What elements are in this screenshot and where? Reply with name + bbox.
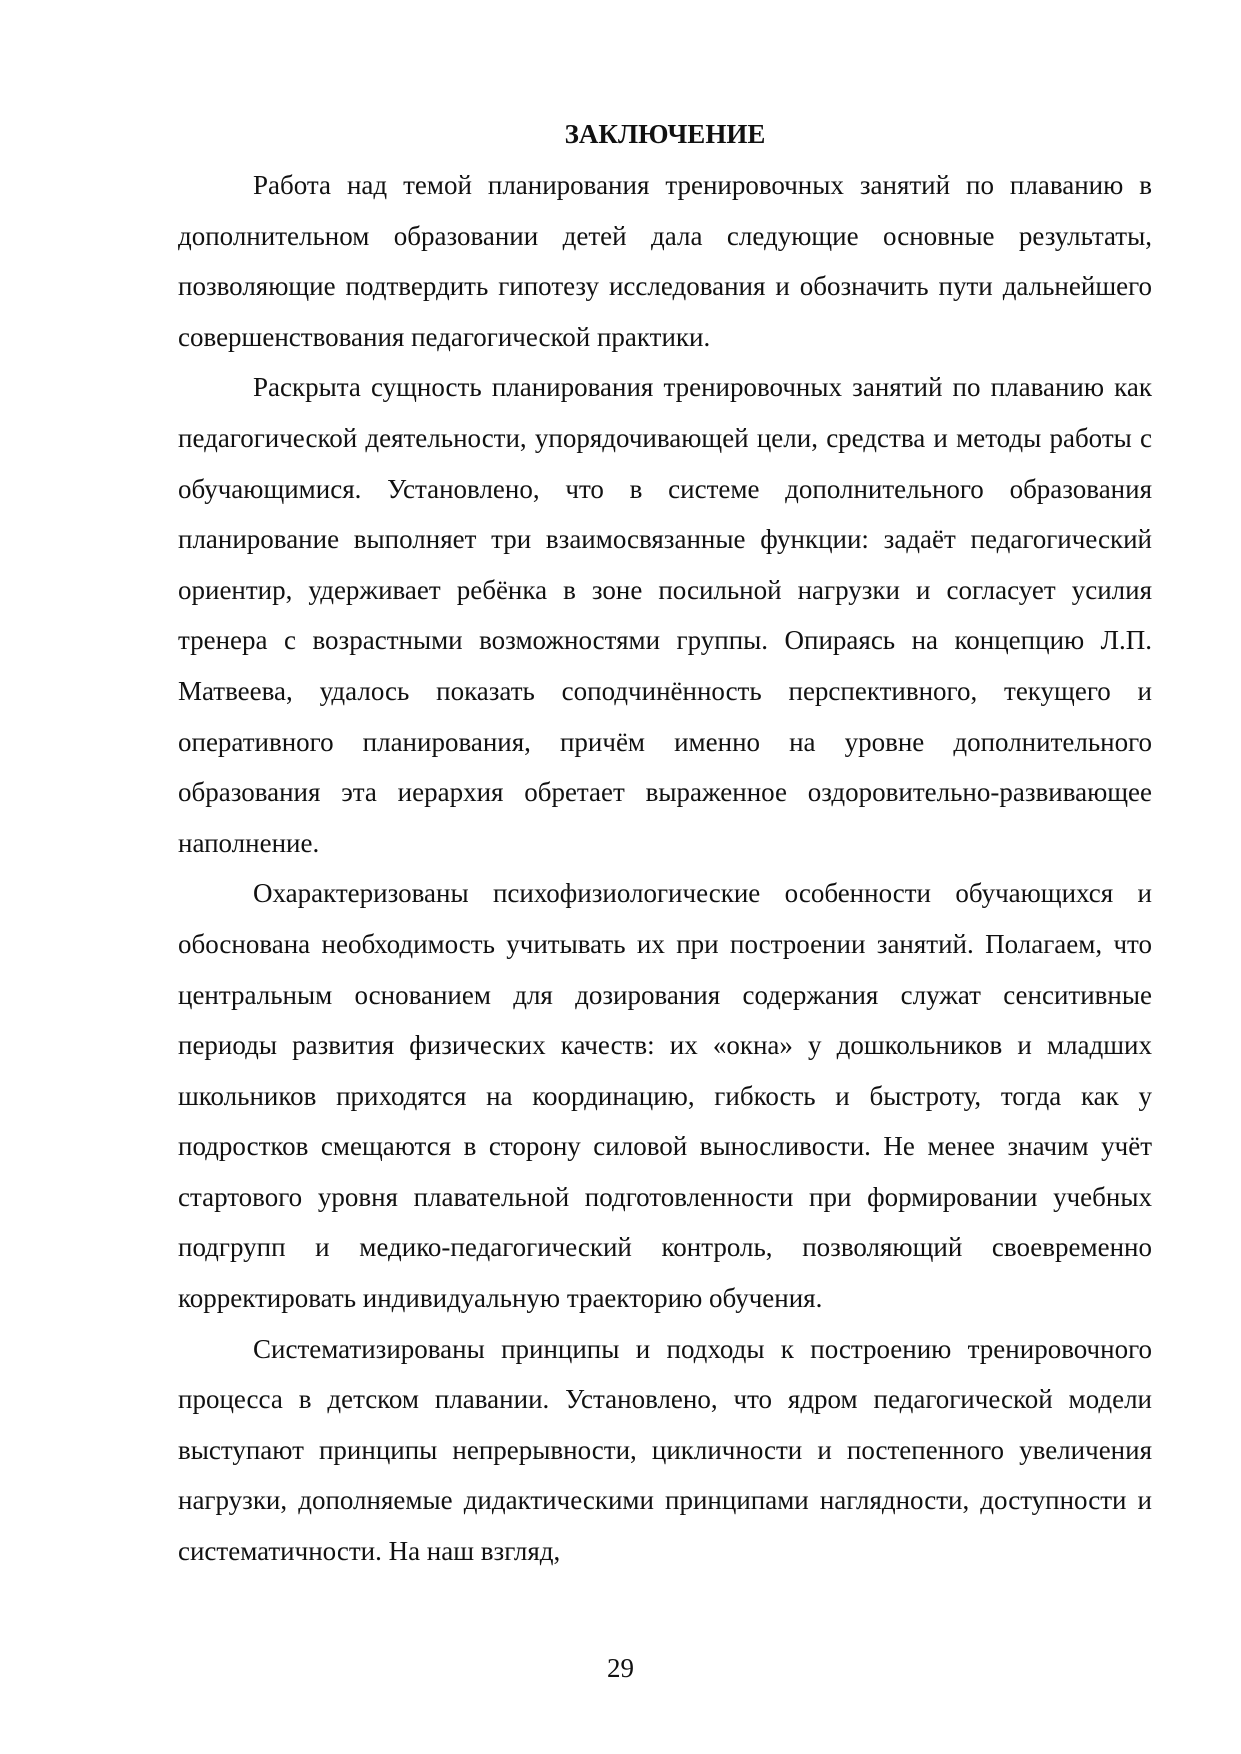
body-text	[178, 160, 1152, 1577]
paragraph-3: Охарактеризованы психофизиологические особенности обучающихся и обоснована необходимость учитывать их при построении занятий. Полагаем, что центральным основанием для дозирования содержания служат сенситивные периоды развития физических качеств: их «окна» у дошкольников и младших школьников приходятся на координацию, гибкость и быстроту, тогда как у подростков смещаются в сторону силовой выносливости. Не менее значим учёт стартового уровня плавательной подготовленности при формировании учебных подгрупп и медико-педагогический контроль, позволяющий своевременно корректировать индивидуальную траекторию обучения.	[178, 878, 1152, 1314]
paragraph-2: Раскрыта сущность планирования тренировочных занятий по плаванию как педагогической деятельности, упорядочивающей цели, средства и методы работы с обучающимися. Установлено, что в системе дополнительного образования планирование выполняет три взаимосвязанные функции: задаёт педагогический ориентир, удерживает ребёнка в зоне посильной нагрузки и согласует усилия тренера с возрастными возможностями группы. Опираясь на концепцию Л.П. Матвеева, удалось показать соподчинённость перспективного, текущего и оперативного планирования, причём именно на уровне дополнительного образования эта иерархия обретает выраженное оздоровительно-развивающее наполнение.	[178, 372, 1152, 858]
page-number: 29	[607, 1653, 634, 1683]
page-title: ЗАКЛЮЧЕНИЕ	[564, 119, 766, 149]
paragraph-4: Систематизированы принципы и подходы к построению тренировочного процесса в детском плавании. Установлено, что ядром педагогической модели выступают принципы непрерывности, цикличности и постепенного увеличения нагрузки, дополняемые дидактическими принципами наглядности, доступности и систематичности. На наш взгляд,	[178, 1333, 1152, 1567]
paragraph-1: Работа над темой планирования тренировочных занятий по плаванию в дополнительном образовании детей дала следующие основные результаты, позволяющие подтвердить гипотезу исследования и обозначить пути дальнейшего совершенствования педагогической практики.	[178, 170, 1152, 352]
